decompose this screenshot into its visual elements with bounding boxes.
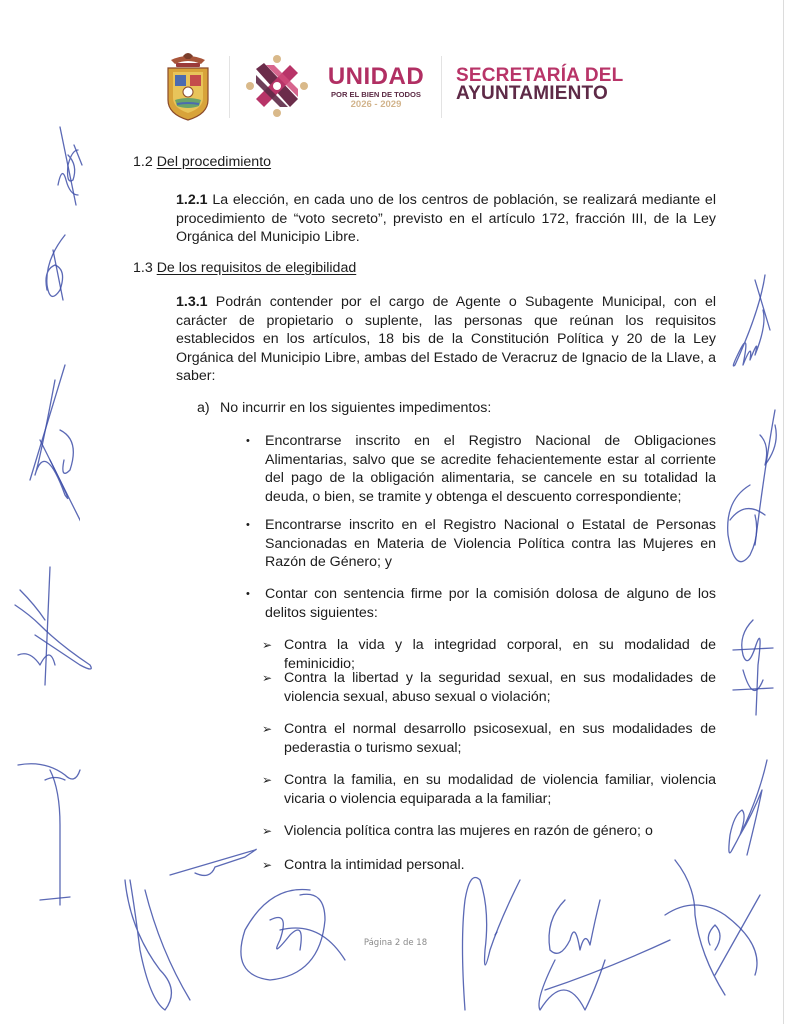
unidad-years: 2026 - 2029 — [350, 99, 402, 110]
signature-6 — [120, 870, 200, 1020]
section-heading-1-2 — [133, 153, 271, 172]
signature-11 — [655, 855, 770, 1005]
list-marker: a) — [197, 400, 210, 416]
signature-4 — [10, 565, 95, 690]
bullet-text: Encontrarse inscrito en el Registro Nacional o Estatal de Personas Sancionadas en Materia de Violencia Política contra las Mujeres en Razón de Género; y — [265, 517, 716, 571]
signature-10 — [525, 880, 675, 1020]
header-divider — [441, 56, 442, 118]
secretaria-line-2: AYUNTAMIENTO — [456, 83, 608, 104]
arrow-bullet-icon: ➢ — [262, 824, 273, 838]
list-text: No incurrir en los siguientes impedimentos: — [220, 400, 492, 416]
clause-text: Podrán contender por el cargo de Agente o Subagente Municipal, con el carácter de propietario o suplente, las personas que reúnan los requisitos establecidos en los artículos, 18 bis de la Constitución Política y 20 de la Ley Orgánica del Municipio Libre, ambas del Estado de Veracruz de Ignacio de la Llave, a saber: — [176, 294, 717, 385]
clause-number: 1.3.1 — [176, 294, 208, 310]
crime-text: Contra el normal desarrollo psicosexual, en sus modalidades de pederastia o turismo sexual; — [284, 721, 716, 756]
signature-14 — [728, 615, 778, 720]
crime-text: Contra la intimidad personal. — [284, 857, 465, 873]
arrow-bullet-icon: ➢ — [262, 638, 273, 652]
signature-2 — [35, 230, 75, 310]
signature-5 — [15, 745, 85, 910]
bullet-icon: • — [246, 519, 250, 531]
section-heading-1-3 — [133, 259, 356, 278]
bullet-text: Contar con sentencia firme por la comisión dolosa de alguno de los delitos siguientes: — [265, 586, 716, 621]
bullet-text: Encontrarse inscrito en el Registro Nacional de Obligaciones Alimentarias, salvo que se acredite fehacientemente estar al corriente del pago de la obligación alimentaria, se cancele en su totalidad la deuda, o bien, se tramite y obtenga el descuento correspondiente; — [265, 433, 716, 505]
letterhead — [0, 0, 791, 130]
coat-of-arms-icon — [163, 50, 213, 122]
arrow-bullet-icon: ➢ — [262, 773, 273, 787]
header-divider — [229, 56, 230, 118]
arrow-bullet-icon: ➢ — [262, 722, 273, 736]
signature-1 — [38, 125, 88, 220]
signature-7 — [165, 845, 265, 885]
unidad-title: UNIDAD — [327, 63, 425, 90]
arrow-bullet-icon: ➢ — [262, 858, 273, 872]
secretaria-line-1: SECRETARÍA DEL — [456, 65, 624, 86]
section-title: De los requisitos de elegibilidad — [156, 260, 357, 276]
clause-1-2-1 — [176, 191, 716, 247]
signature-15 — [722, 755, 772, 865]
clause-text: La elección, en cada uno de los centros de población, se realizará mediante el procedimiento de “voto secreto”, previsto en el artículo 172, fracción III, de la Ley Orgánica del Municipio Libre. — [176, 192, 716, 246]
crime-text: Contra la libertad y la seguridad sexual, en sus modalidades de violencia sexual, abuso sexual o violación; — [284, 670, 716, 705]
section-number: 1.2 — [133, 154, 153, 170]
signature-12 — [725, 270, 775, 380]
unidad-logo-text — [322, 63, 430, 110]
clause-number: 1.2.1 — [176, 192, 208, 208]
unidad-subtitle: POR EL BIEN DE TODOS — [330, 90, 422, 99]
section-title: Del procedimiento — [156, 154, 272, 170]
signature-8 — [230, 880, 350, 995]
signature-9 — [455, 860, 525, 1020]
page-number: Página 2 de 18 — [363, 938, 428, 948]
section-number: 1.3 — [133, 260, 153, 276]
clause-1-3-1 — [176, 293, 716, 386]
unidad-logo-icon — [246, 55, 308, 117]
signature-3 — [20, 360, 80, 550]
bullet-icon: • — [246, 435, 250, 447]
secretaria-logo-text — [456, 67, 636, 103]
crime-text: Contra la vida y la integridad corporal, en su modalidad de feminicidio; — [284, 637, 716, 672]
arrow-bullet-icon: ➢ — [262, 671, 273, 685]
crime-text: Violencia política contra las mujeres en razón de género; o — [284, 823, 653, 839]
signature-13 — [720, 405, 790, 585]
crime-text: Contra la familia, en su modalidad de violencia familiar, violencia vicaria o violencia equiparada a la familiar; — [284, 772, 716, 807]
bullet-icon: • — [246, 588, 250, 600]
list-item-a — [197, 399, 491, 418]
